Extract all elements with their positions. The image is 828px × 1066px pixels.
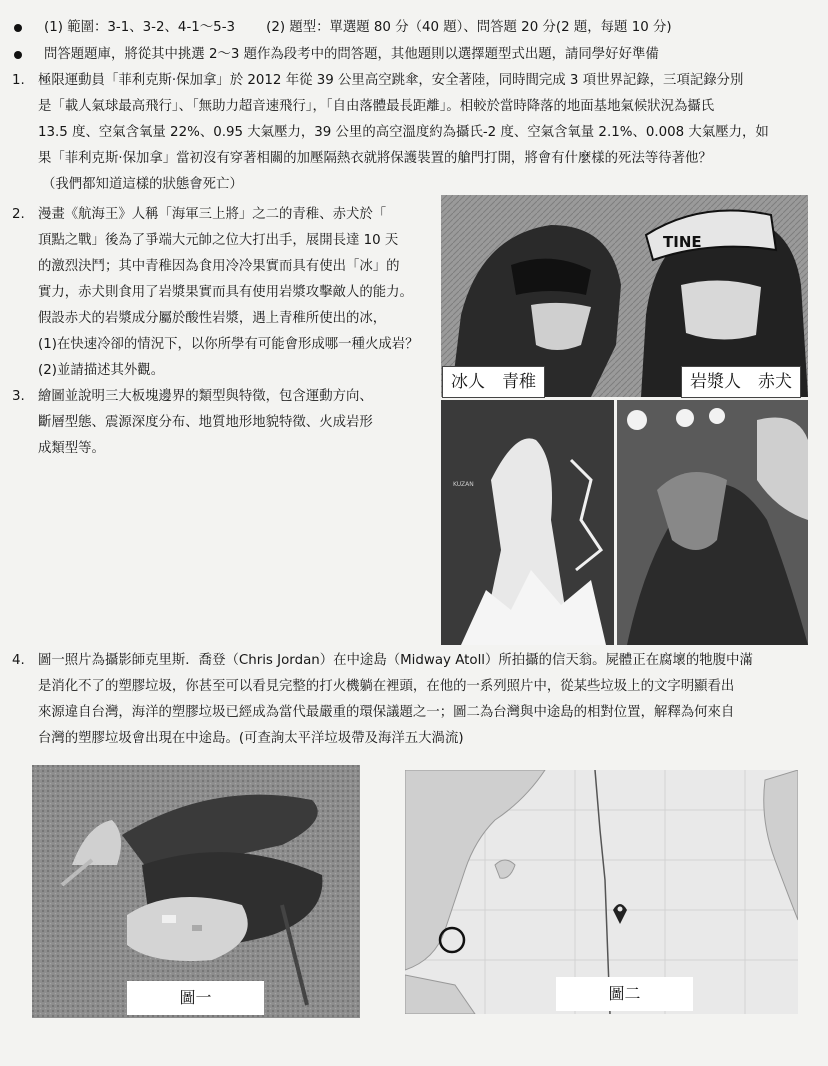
question-4-line-2: 是消化不了的塑膠垃圾，你甚至可以看見完整的打火機躺在裡頭，在他的一系列照片中，從某些垃圾上的文字明顯看出 (38, 679, 735, 694)
magma-panel-illustration (617, 400, 808, 645)
ice-panel-illustration (441, 400, 614, 645)
question-2-line-2: 頂點之戰」後為了爭端大元帥之位大打出手，展開長達 10 天 (38, 233, 399, 248)
question-2-line-6: (1)在快速冷卻的情況下，以你所學有可能會形成哪一種火成岩？ (38, 337, 419, 352)
bullet-dot (14, 51, 22, 59)
figure-1-label: 圖一 (127, 981, 264, 1015)
cap-logo-text: TINE (663, 233, 702, 251)
question-1-line-1: 極限運動員「菲利克斯·保加拿」於 2012 年從 39 公里高空跳傘，安全著陸，同時間完成 3 項世界記錄，三項記錄分別 (38, 73, 744, 88)
caption-magma-man: 岩漿人 赤犬 (681, 366, 801, 398)
question-4-line-3: 來源違自台灣，海洋的塑膠垃圾已經成為當代最嚴重的環保議題之一；圖二為台灣與中途島的相對位置，解釋為何來自 (38, 705, 735, 720)
question-3-line-3: 成類型等。 (38, 441, 105, 456)
caption-ice-man: 冰人 青稚 (442, 366, 545, 398)
scope-and-format-line: (1) 範圍：3-1、3-2、4-1～5-3 (2) 題型：單選題 80 分（40 題）、問答題 20 分(2 題，每題 10 分) (44, 20, 672, 35)
panel-small-text: KUZAN (453, 481, 474, 488)
manga-bottom-right-panel (617, 400, 808, 645)
manga-bottom-left-panel (441, 400, 614, 645)
bullet-dot (14, 24, 22, 32)
question-4-line-4: 台灣的塑膠垃圾會出現在中途島。(可查詢太平洋垃圾帶及海洋五大渦流) (38, 731, 464, 746)
question-3-line-1: 繪圖並說明三大板塊邊界的類型與特徵，包含運動方向、 (38, 389, 373, 404)
question-1-line-5: （我們都知道這樣的狀態會死亡） (42, 177, 243, 192)
question-2-line-5: 假設赤犬的岩漿成分屬於酸性岩漿，遇上青稚所使出的冰， (38, 311, 387, 326)
question-4-number: 4. (12, 653, 25, 668)
question-1-line-4: 果「菲利克斯·保加拿」當初沒有穿著相關的加壓隔熱衣就將保護裝置的艙門打開，將會有什麼樣的死法等待著他？ (38, 151, 712, 166)
question-2-line-4: 實力，赤犬則食用了岩漿果實而具有使用岩漿攻擊敵人的能力。 (38, 285, 413, 300)
question-3-number: 3. (12, 389, 25, 404)
figure-2-label: 圖二 (556, 977, 693, 1011)
question-2-line-3: 的激烈決鬥；其中青稚因為食用冷冷果實而具有使出「冰」的 (38, 259, 400, 274)
question-1-line-2: 是「載人氣球最高飛行」、「無助力超音速飛行」，「自由落體最長距離」。相較於當時降落的地面基地氣候狀況為攝氏 (38, 99, 715, 114)
question-bank-note: 問答題題庫，將從其中挑選 2～3 題作為段考中的問答題，其他題則以選擇題型式出題，請同學好好準備 (44, 47, 659, 62)
question-3-line-2: 斷層型態、震源深度分布、地質地形地貌特徵、火成岩形 (38, 415, 373, 430)
question-2-line-7: (2)並請描述其外觀。 (38, 363, 165, 378)
question-1-line-3: 13.5 度、空氣含氧量 22%、0.95 大氣壓力，39 公里的高空溫度約為攝氏-2 度、空氣含氧量 2.1%、0.008 大氣壓力，如 (38, 125, 769, 140)
question-4-line-1: 圖一照片為攝影師克里斯．喬登（Chris Jordan）在中途島（Midway Atoll）所拍攝的信天翁。屍體正在腐壞的牠腹中滿 (38, 653, 753, 668)
question-2-line-1: 漫畫《航海王》人稱「海軍三上將」之二的青稚、赤犬於「 (38, 207, 387, 222)
question-1-number: 1. (12, 73, 25, 88)
question-2-number: 2. (12, 207, 25, 222)
